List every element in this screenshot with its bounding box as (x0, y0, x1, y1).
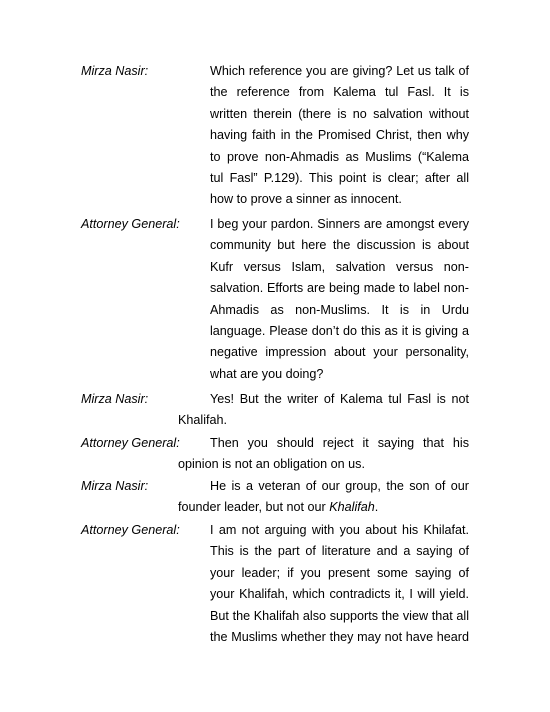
speech-line: to prove non-Ahmadis as Muslims (“Kalema (210, 149, 469, 164)
speaker-name: Mirza Nasir: (81, 392, 149, 406)
speech-fragment: . (374, 500, 379, 515)
speech-line: your leader; if you present some saying of (210, 565, 469, 580)
speech-line: your Khalifah, which contradicts it, I will yield. (210, 587, 469, 602)
speech-line: Which reference you are giving? Let us talk of (210, 64, 469, 78)
speech-line: the reference from Kalema tul Fasl. It is (210, 85, 469, 100)
speech-text (210, 61, 469, 211)
speech-line: written therein (there is no salvation without (210, 106, 469, 121)
speech-line: the Muslims whether they may not have heard (210, 630, 469, 645)
speech-fragment: founder leader, but not our (178, 500, 330, 515)
speech-line: language. Please don’t do this as it is giving a (210, 324, 469, 339)
speech-line: tul Fasl” P.129). This point is clear; after all (210, 171, 469, 186)
speech-line: But the Khalifah also supports the view that all (210, 608, 469, 623)
speech-text (210, 214, 469, 385)
speaker-name: Mirza Nasir: (81, 479, 149, 493)
speech-line: having faith in the Promised Christ, then why (210, 128, 469, 143)
speech-line: Ahmadis as non-Muslims. It is in Urdu (210, 302, 469, 317)
speech-line: Yes! But the writer of Kalema tul Fasl is not (210, 392, 469, 406)
speech-line: I am not arguing with you about his Khilafat. (210, 523, 469, 537)
speech-line: Kufr versus Islam, salvation versus non- (210, 259, 469, 274)
speech-line: This is the part of literature and a saying of (210, 544, 469, 559)
speech-line (178, 497, 469, 518)
speaker-name: Attorney General: (81, 436, 180, 450)
speech-fragment-italic: Khalifah (329, 500, 375, 515)
speech-line: community but here the discussion is about (210, 238, 469, 253)
speech-line: Then you should reject it saying that his (210, 436, 469, 450)
speech-line: Khalifah. (178, 413, 228, 428)
speech-line: I beg your pardon. Sinners are amongst every (210, 217, 469, 231)
speaker-name: Attorney General: (81, 217, 180, 231)
speech-line: how to prove a sinner as innocent. (210, 192, 402, 207)
speech-line: He is a veteran of our group, the son of our (210, 479, 469, 493)
speech-text (178, 433, 469, 476)
speech-text (178, 389, 469, 432)
speech-line: opinion is not an obligation on us. (178, 457, 365, 472)
speech-line: what are you doing? (210, 366, 324, 381)
speaker-name: Mirza Nasir: (81, 64, 149, 78)
speech-line: salvation. Efforts are being made to label non- (210, 281, 469, 296)
speech-text (210, 520, 469, 648)
speech-text (178, 476, 469, 519)
speech-line: negative impression about your personality, (210, 345, 469, 360)
speaker-name: Attorney General: (81, 523, 180, 537)
